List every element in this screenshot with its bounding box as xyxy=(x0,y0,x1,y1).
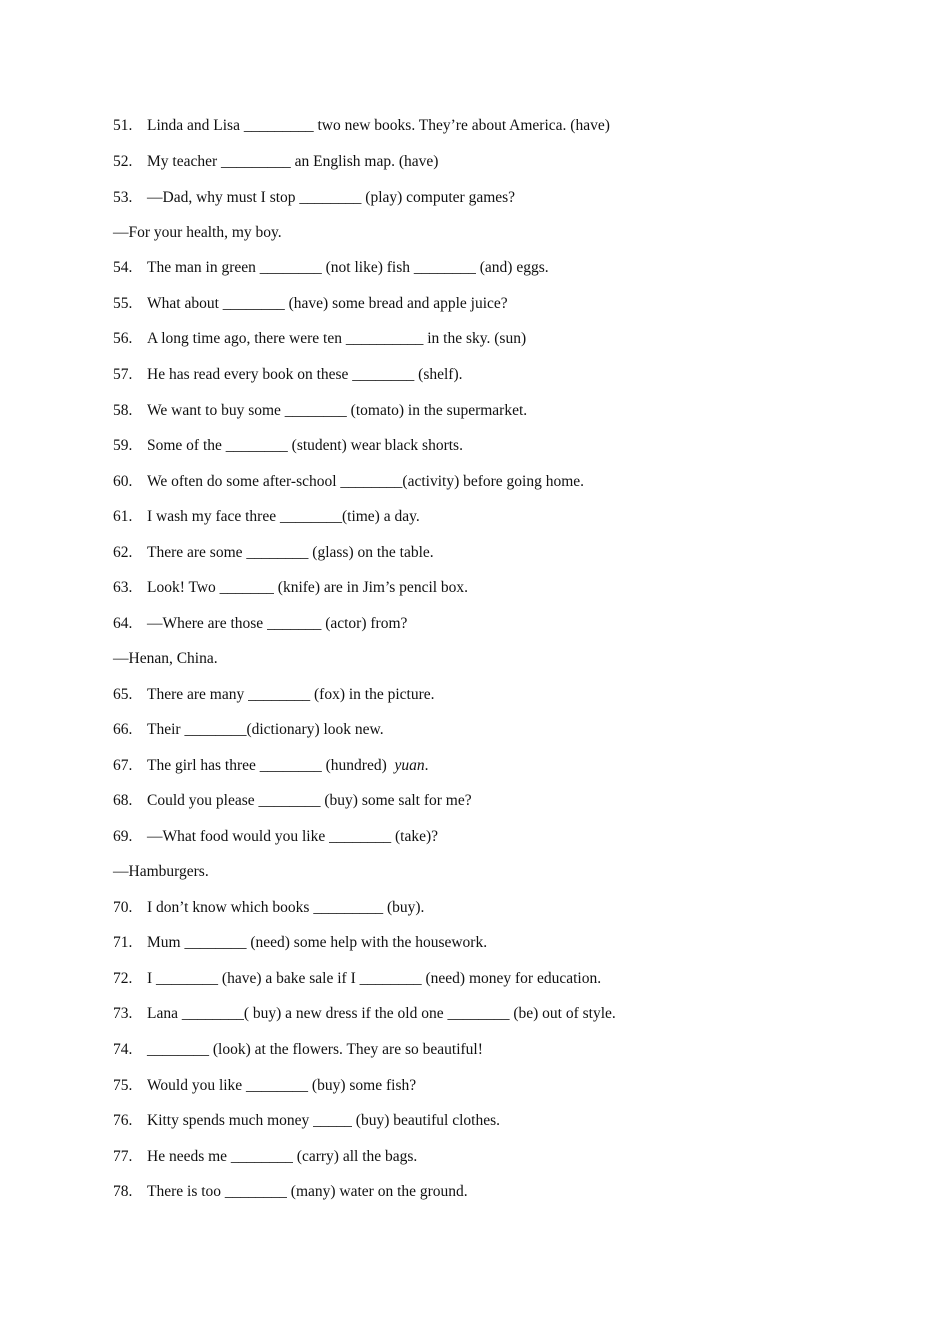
question-number: 62. xyxy=(113,544,133,561)
question-number: 78. xyxy=(113,1183,133,1200)
question-67 xyxy=(113,756,429,776)
question-71 xyxy=(113,933,487,953)
question-number: 67. xyxy=(113,757,133,774)
question-text: We want to buy some ________ (tomato) in the supermarket. xyxy=(147,402,528,419)
question-number: 60. xyxy=(113,473,133,490)
question-57 xyxy=(113,365,463,385)
question-text: My teacher _________ an English map. (have) xyxy=(147,153,439,170)
question-53 xyxy=(113,188,515,208)
question-78 xyxy=(113,1182,468,1202)
question-number: 61. xyxy=(113,508,133,525)
question-number: 69. xyxy=(113,828,133,845)
question-text: Linda and Lisa _________ two new books. They’re about America. (have) xyxy=(147,117,610,134)
question-72 xyxy=(113,969,601,989)
question-text: Kitty spends much money _____ (buy) beautiful clothes. xyxy=(147,1112,500,1129)
question-number: 53. xyxy=(113,189,133,206)
question-number: 65. xyxy=(113,686,133,703)
question-number: 52. xyxy=(113,153,133,170)
question-text: Would you like ________ (buy) some fish? xyxy=(147,1077,417,1094)
answer-text: —Henan, China. xyxy=(113,650,218,667)
question-76 xyxy=(113,1111,500,1131)
question-number: 58. xyxy=(113,402,133,419)
question-74 xyxy=(113,1040,483,1060)
question-text: There is too ________ (many) water on the ground. xyxy=(147,1183,468,1200)
question-62 xyxy=(113,543,434,563)
answer-text: —For your health, my boy. xyxy=(113,224,282,241)
question-text: Lana ________( buy) a new dress if the old one ________ (be) out of style. xyxy=(147,1005,616,1022)
question-text: A long time ago, there were ten __________ in the sky. (sun) xyxy=(147,330,527,347)
question-text-end: . xyxy=(424,757,429,774)
question-number: 77. xyxy=(113,1148,133,1165)
question-63 xyxy=(113,578,468,598)
question-italic-word: yuan xyxy=(394,757,425,774)
question-text: ________ (look) at the flowers. They are so beautiful! xyxy=(147,1041,483,1058)
question-75 xyxy=(113,1076,416,1096)
question-52 xyxy=(113,152,438,172)
question-number: 68. xyxy=(113,792,133,809)
question-number: 55. xyxy=(113,295,133,312)
question-61 xyxy=(113,507,420,527)
question-text: What about ________ (have) some bread and apple juice? xyxy=(147,295,508,312)
question-number: 70. xyxy=(113,899,133,916)
answer-64 xyxy=(113,649,218,669)
question-number: 71. xyxy=(113,934,133,951)
question-66 xyxy=(113,720,384,740)
question-68 xyxy=(113,791,472,811)
question-text: There are many ________ (fox) in the picture. xyxy=(147,686,435,703)
question-text: Some of the ________ (student) wear black shorts. xyxy=(147,437,463,454)
question-text: I wash my face three ________(time) a day. xyxy=(147,508,420,525)
answer-69 xyxy=(113,862,209,882)
question-number: 73. xyxy=(113,1005,133,1022)
question-59 xyxy=(113,436,463,456)
question-text: I don’t know which books _________ (buy). xyxy=(147,899,425,916)
question-77 xyxy=(113,1147,417,1167)
question-number: 56. xyxy=(113,330,133,347)
question-51 xyxy=(113,116,610,136)
question-text: He needs me ________ (carry) all the bags. xyxy=(147,1148,418,1165)
question-text: Could you please ________ (buy) some salt for me? xyxy=(147,792,472,809)
question-65 xyxy=(113,685,435,705)
question-text: We often do some after-school ________(activity) before going home. xyxy=(147,473,585,490)
question-number: 54. xyxy=(113,259,133,276)
question-56 xyxy=(113,329,526,349)
question-text: —Dad, why must I stop ________ (play) computer games? xyxy=(147,189,516,206)
question-text: He has read every book on these ________ (shelf). xyxy=(147,366,463,383)
question-number: 64. xyxy=(113,615,133,632)
question-text: The girl has three ________ (hundred) xyxy=(147,757,395,774)
question-55 xyxy=(113,294,508,314)
question-64 xyxy=(113,614,407,634)
question-number: 72. xyxy=(113,970,133,987)
question-text: Their ________(dictionary) look new. xyxy=(147,721,384,738)
question-text: Look! Two _______ (knife) are in Jim’s pencil box. xyxy=(147,579,469,596)
question-number: 63. xyxy=(113,579,133,596)
question-60 xyxy=(113,472,584,492)
answer-53 xyxy=(113,223,282,243)
question-text: —Where are those _______ (actor) from? xyxy=(147,615,408,632)
question-number: 74. xyxy=(113,1041,133,1058)
question-number: 57. xyxy=(113,366,133,383)
question-54 xyxy=(113,258,549,278)
question-number: 76. xyxy=(113,1112,133,1129)
question-text: I ________ (have) a bake sale if I ________ (need) money for education. xyxy=(147,970,602,987)
question-text: There are some ________ (glass) on the table. xyxy=(147,544,434,561)
answer-text: —Hamburgers. xyxy=(113,863,209,880)
question-number: 51. xyxy=(113,117,133,134)
question-text: The man in green ________ (not like) fish ________ (and) eggs. xyxy=(147,259,549,276)
question-text: —What food would you like ________ (take)? xyxy=(147,828,438,845)
question-number: 59. xyxy=(113,437,133,454)
question-number: 66. xyxy=(113,721,133,738)
question-70 xyxy=(113,898,424,918)
question-number: 75. xyxy=(113,1077,133,1094)
question-58 xyxy=(113,401,527,421)
question-73 xyxy=(113,1004,616,1024)
question-text: Mum ________ (need) some help with the housework. xyxy=(147,934,488,951)
question-69 xyxy=(113,827,438,847)
